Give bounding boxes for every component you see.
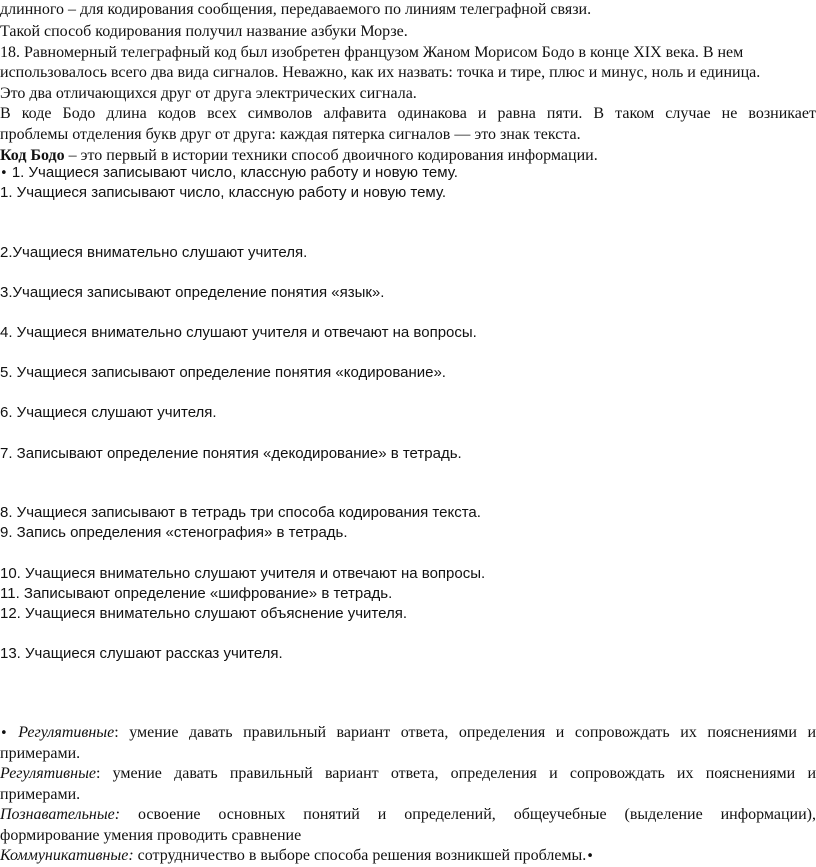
communicative-label: Коммуникативные: (0, 847, 134, 864)
step-item: 2.Учащиеся внимательно слушают учителя. (0, 244, 308, 261)
cognitive-text: освоение основных понятий и определений, общеучебные (выделение информации), (120, 806, 816, 823)
step-item: 13. Учащиеся слушают рассказ учителя. (0, 645, 283, 662)
text-line: Это два отличающихся друг от друга электрических сигнала. (0, 85, 417, 102)
communicative-line (0, 846, 594, 867)
regulative-line (0, 723, 816, 744)
step-item: 4. Учащиеся внимательно слушают учителя и отвечают на вопросы. (0, 324, 477, 341)
step-item: 6. Учащиеся слушают учителя. (0, 404, 217, 421)
step-item: 3.Учащиеся записывают определение понятия «язык». (0, 284, 385, 301)
baudot-text: – это первый в истории техники способ двоичного кодирования информации. (64, 147, 598, 164)
regulative-text: : умение давать правильный вариант ответа, определения и сопровождать их пояснениями и (114, 724, 816, 741)
regulative-line (0, 764, 816, 784)
bullet-icon: • (0, 166, 8, 181)
text-line: длинного – для кодирования сообщения, передаваемого по линиям телеграфной связи. (0, 1, 592, 18)
text-line: В коде Бодо длина кодов всех символов алфавита одинакова и равна пяти. В таком случае не возникает (0, 105, 816, 122)
step-item: 12. Учащиеся внимательно слушают объяснение учителя. (0, 605, 408, 622)
communicative-text: сотрудничество в выборе способа решения возникшей проблемы. (133, 847, 587, 864)
bullet-icon: • (586, 849, 594, 864)
text-line: использовалось всего два вида сигналов. Неважно, как их назвать: точка и тире, плюс и минус, ноль и единица. (0, 64, 761, 81)
bullet-icon: • (0, 726, 8, 741)
bullet-step (0, 163, 458, 184)
text-line: примерами. (0, 745, 81, 762)
step-item: 9. Запись определения «стенография» в тетрадь. (0, 524, 348, 541)
regulative-label: Регулятивные (18, 724, 115, 741)
cognitive-line (0, 805, 816, 825)
step-item: 10. Учащиеся внимательно слушают учителя и отвечают на вопросы. (0, 565, 486, 582)
step-text: 1. Учащиеся записывают число, классную работу и новую тему. (7, 164, 458, 181)
text-line: Такой способ кодирования получил название азбуки Морзе. (0, 23, 408, 40)
step-item: 11. Записывают определение «шифрование» в тетрадь. (0, 585, 393, 602)
baudot-term: Код Бодо (0, 147, 65, 164)
regulative-text: : умение давать правильный вариант ответа, определения и сопровождать их пояснениями и (96, 765, 816, 782)
step-item: 1. Учащиеся записывают число, классную работу и новую тему. (0, 184, 447, 201)
text-line: проблемы отделения букв друг от друга: каждая пятерка сигналов — это знак текста. (0, 126, 581, 143)
regulative-label: Регулятивные (0, 765, 96, 782)
step-item: 5. Учащиеся записывают определение понятия «кодирование». (0, 364, 446, 381)
text-line: формирование умения проводить сравнение (0, 827, 302, 844)
text-line: 18. Равномерный телеграфный код был изобретен французом Жаном Морисом Бодо в конце XIX века. В нем (0, 44, 744, 61)
step-item: 8. Учащиеся записывают в тетрадь три способа кодирования текста. (0, 504, 481, 521)
cognitive-label: Познавательные: (0, 806, 121, 823)
step-item: 7. Записывают определение понятия «декодирование» в тетрадь. (0, 445, 462, 462)
text-line: примерами. (0, 786, 81, 803)
